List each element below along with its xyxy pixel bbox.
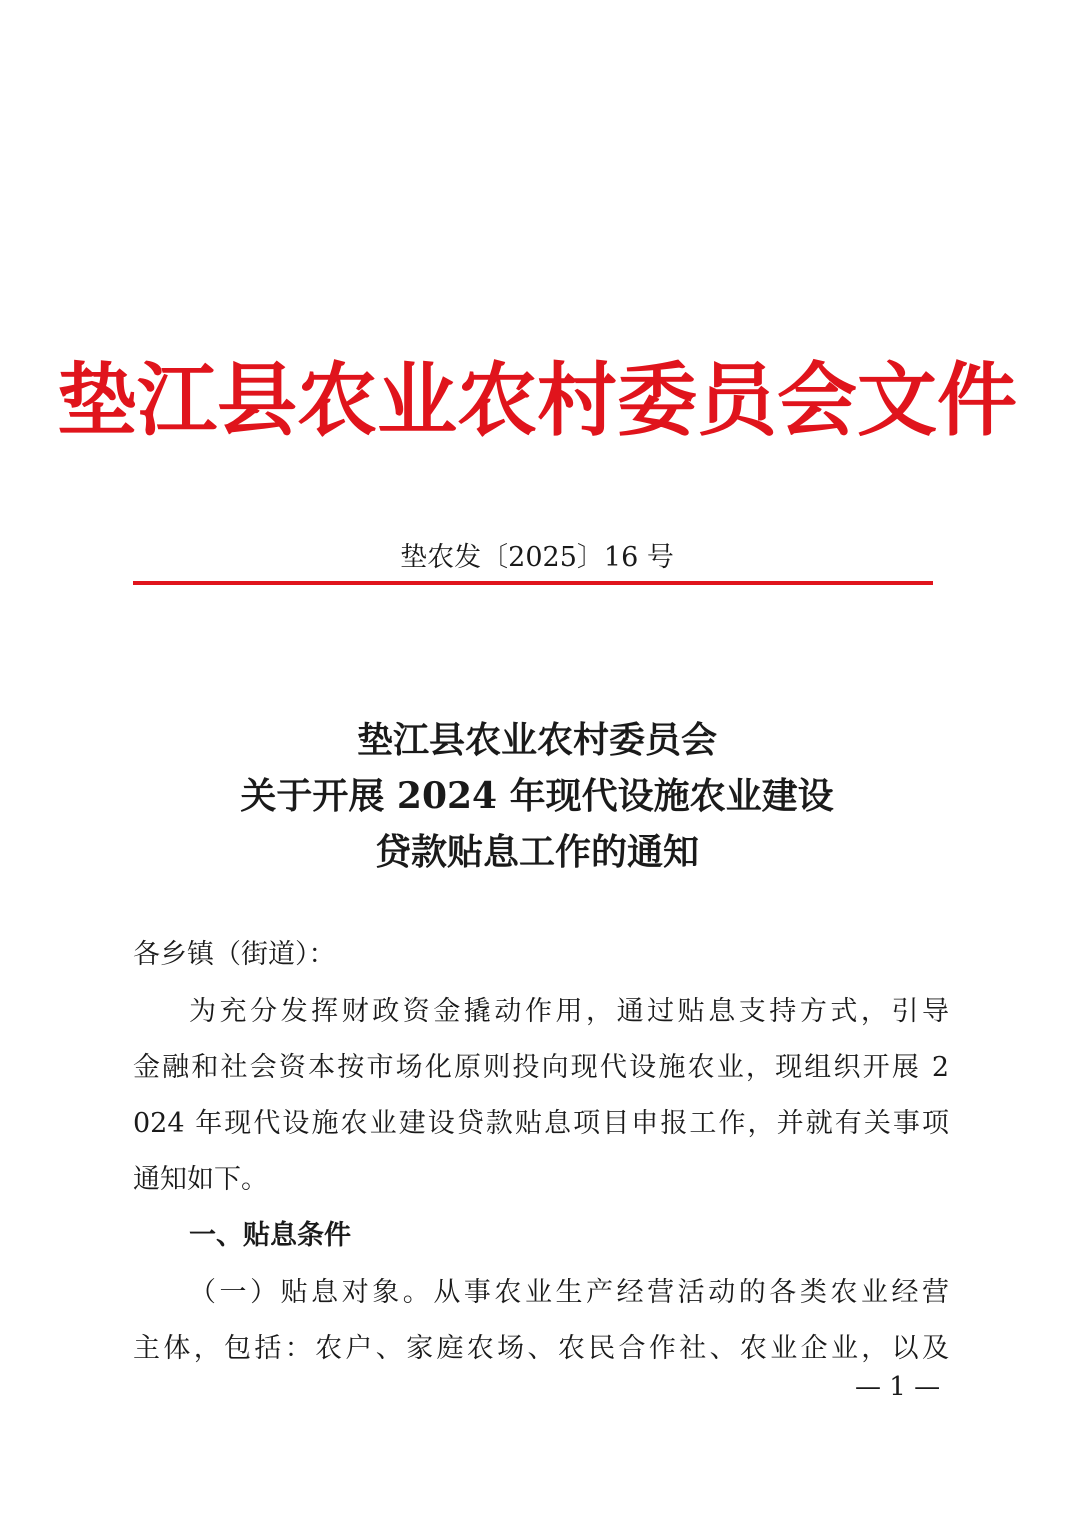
paragraph-line: 金融和社会资本按市场化原则投向现代设施农业，现组织开展 2	[133, 1052, 949, 1083]
paragraph-line: （一）贴息对象。从事农业生产经营活动的各类农业经营	[189, 1277, 949, 1308]
title-line-2: 关于开展 2024 年现代设施农业建设	[240, 775, 834, 817]
title-line-3: 贷款贴息工作的通知	[374, 831, 699, 873]
paragraph-line: 主体，包括：农户、家庭农场、农民合作社、农业企业，以及	[133, 1333, 949, 1364]
section-heading: 一、贴息条件	[189, 1220, 351, 1251]
paragraph-line: 为充分发挥财政资金撬动作用，通过贴息支持方式，引导	[189, 996, 949, 1027]
masthead-title: 垫江县农业农村委员会文件	[57, 353, 1017, 447]
page-number: — 1 —	[855, 1372, 941, 1402]
document-number: 垫农发〔2025〕16 号	[400, 542, 674, 573]
notice-title	[0, 712, 1074, 880]
salutation: 各乡镇（街道）：	[133, 939, 336, 970]
red-divider-line	[133, 581, 933, 585]
paragraph-line: 024 年现代设施农业建设贷款贴息项目申报工作，并就有关事项	[133, 1108, 949, 1139]
paragraph-line: 通知如下。	[133, 1164, 268, 1195]
title-line-1: 垫江县农业农村委员会	[356, 719, 717, 761]
